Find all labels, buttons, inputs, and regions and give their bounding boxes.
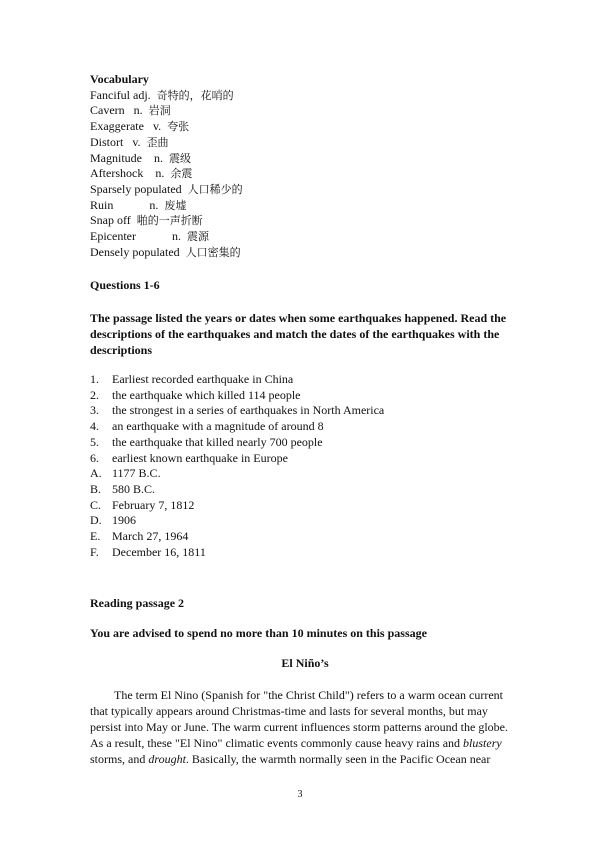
question-text: 580 B.C. xyxy=(112,481,156,496)
question-text: March 27, 1964 xyxy=(112,529,189,544)
reading-heading: Reading passage 2 xyxy=(90,596,185,610)
passage-text-2: storms, and xyxy=(90,752,149,766)
vocabulary-term: Magnitude n. xyxy=(90,150,163,165)
question-number: C. xyxy=(90,497,102,512)
vocabulary-gloss: 夸张 xyxy=(167,120,190,134)
question-item xyxy=(90,372,520,388)
question-item xyxy=(90,482,520,498)
questions-instructions: The passage listed the years or dates when some earthquakes happened. Read the descriptions of the earthquakes and match the dates of the earthquakes with the descriptions xyxy=(90,311,507,357)
passage-title: El Niño’s xyxy=(281,656,329,670)
page-number: 3 xyxy=(297,789,303,800)
vocabulary-gloss: 啪的一声折断 xyxy=(136,214,203,228)
vocabulary-gloss: 歪曲 xyxy=(146,135,169,149)
vocabulary-term: Fanciful adj. xyxy=(90,87,151,102)
question-text: the earthquake which killed 114 people xyxy=(112,387,301,402)
question-item xyxy=(90,388,520,404)
vocabulary-item xyxy=(90,166,520,182)
vocabulary-gloss: 震源 xyxy=(186,230,209,244)
question-number: 1. xyxy=(90,372,99,386)
question-number: D. xyxy=(90,513,102,528)
vocabulary-item xyxy=(90,119,520,135)
question-item xyxy=(90,451,520,467)
question-text: 1177 B.C. xyxy=(112,466,161,481)
vocabulary-term: Ruin n. xyxy=(90,197,159,212)
question-item xyxy=(90,498,520,514)
vocabulary-item xyxy=(90,151,520,167)
questions-list xyxy=(90,372,520,560)
vocabulary-item xyxy=(90,135,520,151)
questions-heading: Questions 1-6 xyxy=(90,278,160,292)
vocabulary-item xyxy=(90,213,520,229)
vocabulary-term: Exaggerate v. xyxy=(90,119,162,134)
question-text: earliest known earthquake in Europe xyxy=(112,450,288,465)
passage-emphasis-blustery: blustery xyxy=(463,736,502,750)
vocabulary-item xyxy=(90,229,520,245)
vocabulary-term: Densely populated xyxy=(90,244,180,259)
passage-paragraph xyxy=(90,687,517,767)
question-item xyxy=(90,545,520,561)
vocabulary-gloss: 余震 xyxy=(170,167,193,181)
question-text: the strongest in a series of earthquakes in North America xyxy=(112,403,385,418)
vocabulary-item xyxy=(90,182,520,198)
vocabulary-item xyxy=(90,198,520,214)
question-number: F. xyxy=(90,544,99,559)
vocabulary-term: Aftershock n. xyxy=(90,166,165,181)
question-text: February 7, 1812 xyxy=(112,497,195,512)
question-text: December 16, 1811 xyxy=(112,544,206,559)
vocabulary-section xyxy=(90,72,520,260)
question-number: 2. xyxy=(90,387,99,402)
vocabulary-gloss: 废墟 xyxy=(164,198,187,212)
vocabulary-term: Distort v. xyxy=(90,134,141,149)
question-number: B. xyxy=(90,481,102,496)
question-text: the earthquake that killed nearly 700 people xyxy=(112,434,323,449)
vocabulary-term: Cavern n. xyxy=(90,103,143,118)
question-number: 5. xyxy=(90,434,99,449)
vocabulary-gloss: 人口密集的 xyxy=(185,245,241,259)
vocabulary-term: Snap off xyxy=(90,213,131,228)
vocabulary-gloss: 奇特的，花哨的 xyxy=(156,88,234,102)
question-number: 6. xyxy=(90,450,99,465)
question-text: an earthquake with a magnitude of around 8 xyxy=(112,419,324,434)
passage-body xyxy=(90,687,517,767)
vocabulary-heading: Vocabulary xyxy=(90,72,149,86)
question-text: 1906 xyxy=(112,513,136,528)
question-number: E. xyxy=(90,529,101,544)
question-item xyxy=(90,435,520,451)
passage-text-3: . Basically, the warmth normally seen in the Pacific Ocean near xyxy=(185,752,491,766)
question-number: 4. xyxy=(90,419,99,434)
vocabulary-list xyxy=(90,88,520,261)
question-item xyxy=(90,403,520,419)
vocabulary-item xyxy=(90,245,520,261)
passage-emphasis-drought: drought xyxy=(148,752,186,766)
vocabulary-term: Epicenter n. xyxy=(90,229,181,244)
question-item xyxy=(90,466,520,482)
question-text: Earliest recorded earthquake in China xyxy=(112,372,294,386)
vocabulary-item xyxy=(90,103,520,119)
question-item xyxy=(90,529,520,545)
question-item xyxy=(90,513,520,529)
question-number: 3. xyxy=(90,403,99,418)
question-number: A. xyxy=(90,466,102,481)
vocabulary-gloss: 岩洞 xyxy=(148,104,171,118)
question-item xyxy=(90,419,520,435)
vocabulary-item xyxy=(90,88,520,104)
reading-advice: You are advised to spend no more than 10 minutes on this passage xyxy=(90,626,427,640)
passage-text-1: The term El Nino (Spanish for "the Christ Child") refers to a warm ocean current that typically appears around Christmas-time and lasts for several months, but may persist into May or June. The warm current influences storm patterns around the globe. As a result, these "El Nino" climatic events commonly cause heavy rains and xyxy=(90,688,509,750)
vocabulary-gloss: 人口稀少的 xyxy=(187,182,243,196)
vocabulary-gloss: 震级 xyxy=(169,151,191,165)
vocabulary-term: Sparsely populated xyxy=(90,181,182,196)
